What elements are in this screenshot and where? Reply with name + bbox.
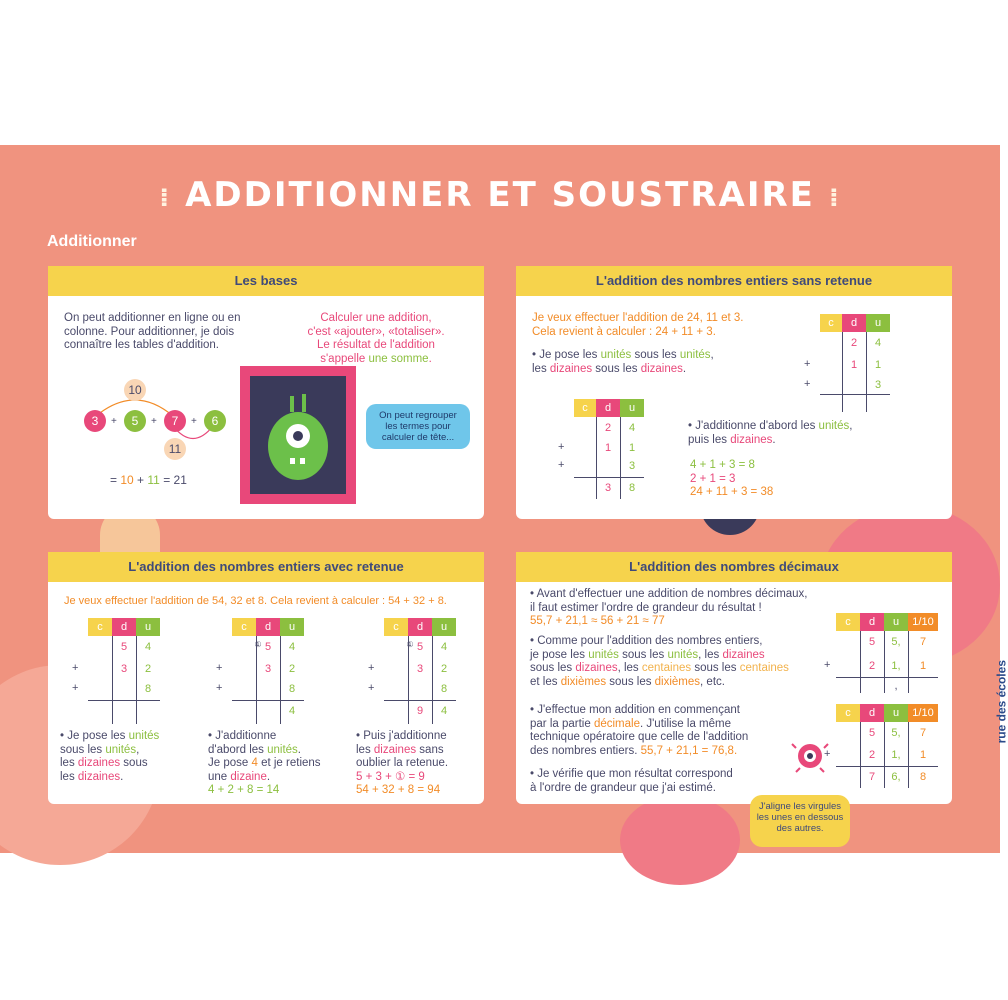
table-cell: 2 <box>288 663 296 675</box>
plus-sign: + <box>824 748 831 760</box>
header-c: c <box>574 399 596 417</box>
table-cell: 4 <box>288 641 296 653</box>
table-cell: 8 <box>628 482 636 494</box>
table-cell: 4 <box>628 422 636 434</box>
table-cell: 1, <box>891 660 901 672</box>
panel-heading: L'addition des nombres entiers sans retenue <box>516 266 952 296</box>
step-dizaines: • Puis j'additionne les dizaines sans oublier la retenue. 5 + 3 + ① = 9 54 + 32 + 8 = 94 <box>356 730 449 796</box>
table-line <box>232 700 304 701</box>
table-cell: 5 <box>264 641 272 653</box>
panel-sans-retenue <box>516 266 952 519</box>
table-cell: 1 <box>628 442 636 454</box>
plus-sign: + <box>216 682 223 694</box>
calculation-steps: 4 + 1 + 3 = 8 2 + 1 = 3 24 + 11 + 3 = 38 <box>690 459 774 498</box>
section-label: Additionner <box>47 233 137 250</box>
speech-bubble: On peut regrouper les termes pour calculer de tête... <box>366 404 470 449</box>
column-header: d <box>112 618 136 636</box>
term-7: 7 <box>164 410 186 432</box>
column-header: u <box>136 618 160 636</box>
table-cell: 8 <box>288 683 296 695</box>
bullet-estimer: • Avant d'effectuer une addition de nombres décimaux, il faut estimer l'ordre de grandeur du résultat ! 55,7 + 21,1 ≈ 56 + 21 ≈ 77 <box>530 588 808 627</box>
column-header: u <box>280 618 304 636</box>
term-6: 6 <box>204 410 226 432</box>
plus-sign: + <box>804 358 811 370</box>
sum-bubble-top: 10 <box>124 379 146 401</box>
header-u: u <box>866 314 890 332</box>
monster-illustration <box>240 366 356 504</box>
table-cell: 3 <box>628 460 636 472</box>
step-pose: • Je pose les unités sous les unités, les dizaines sous les dizaines. <box>60 730 160 783</box>
table-cell: 1, <box>891 749 901 761</box>
plus-sign: + <box>72 662 79 674</box>
table-line <box>574 477 644 478</box>
table-cell: 7 <box>868 771 876 783</box>
table-cell: 3 <box>264 663 272 675</box>
table-cell: 9 <box>416 705 424 717</box>
term-5: 5 <box>124 410 146 432</box>
monster-frame <box>250 376 346 494</box>
table-cell: 4 <box>440 641 448 653</box>
column-header: d <box>860 613 884 631</box>
table-cell: 2 <box>144 663 152 675</box>
table-cell: 5 <box>868 636 876 648</box>
bullet-additionne: • J'additionne d'abord les unités, puis les dizaines. <box>688 420 853 446</box>
table-cell: , <box>894 680 898 692</box>
bullet-poser: • Comme pour l'addition des nombres entiers, je pose les unités sous les unités, les dizaines sous les dizaines, les centaines sous les centaines et les dixièmes sous les dixièmes, etc. <box>530 635 789 688</box>
table-cell: 4 <box>874 337 882 349</box>
plus-sign: + <box>824 659 831 671</box>
intro-text: Je veux effectuer l'addition de 54, 32 et 8. Cela revient à calculer : 54 + 32 + 8. <box>64 595 447 607</box>
column-header: c <box>384 618 408 636</box>
plus-sign: + <box>804 378 811 390</box>
panel-heading: L'addition des nombres entiers avec retenue <box>48 552 484 582</box>
column-header: d <box>408 618 432 636</box>
table-cell: 1 <box>874 359 882 371</box>
column-header: c <box>88 618 112 636</box>
panel-avec-retenue <box>48 552 484 804</box>
bullet-pose: • Je pose les unités sous les unités, les dizaines sous les dizaines. <box>532 349 714 375</box>
table-line <box>836 677 938 678</box>
table-cell: 1 <box>919 660 927 672</box>
table-cell: 6, <box>891 771 901 783</box>
column-header: c <box>836 704 860 722</box>
column-header: 1/10 <box>908 613 938 631</box>
panel-heading: Les bases <box>48 266 484 296</box>
plus-sign: + <box>111 416 117 427</box>
table-cell: 1 <box>604 442 612 454</box>
table-cell: 7 <box>919 727 927 739</box>
header-d: d <box>596 399 620 417</box>
table-line <box>88 700 160 701</box>
table-cell: 2 <box>604 422 612 434</box>
table-cell: 5 <box>868 727 876 739</box>
table-cell: 1 <box>850 359 858 371</box>
panel-decimaux <box>516 552 952 804</box>
step-unites: • J'additionne d'abord les unités. Je pose 4 et je retiens une dizaine. 4 + 2 + 8 = 14 <box>208 730 321 796</box>
carry-mark: ① <box>254 640 262 649</box>
table-cell: 2 <box>868 749 876 761</box>
table-cell: 3 <box>120 663 128 675</box>
table-cell: 5 <box>416 641 424 653</box>
column-header: u <box>884 704 908 722</box>
column-header: u <box>884 613 908 631</box>
plus-sign: + <box>216 662 223 674</box>
plus-sign: + <box>558 459 565 471</box>
column-header: 1/10 <box>908 704 938 722</box>
carry-mark: ① <box>406 640 414 649</box>
column-header: u <box>432 618 456 636</box>
column-header: d <box>256 618 280 636</box>
table-cell: 7 <box>919 636 927 648</box>
plus-sign: + <box>72 682 79 694</box>
table-line <box>384 700 456 701</box>
table-cell: 5, <box>891 636 901 648</box>
decor-blob-bottom <box>620 795 740 885</box>
panel-bases <box>48 266 484 519</box>
table-cell: 2 <box>440 663 448 675</box>
table-cell: 3 <box>874 379 882 391</box>
table-cell: 2 <box>868 660 876 672</box>
panel-heading: L'addition des nombres décimaux <box>516 552 952 582</box>
bullet-effectuer: • J'effectue mon addition en commençant par la partie décimale. J'utilise la même technique opératoire que celle de l'addition des nombres entiers. 55,7 + 21,1 = 76,8. <box>530 704 749 757</box>
table-cell: 4 <box>288 705 296 717</box>
monster-small-icon <box>790 738 830 774</box>
term-3: 3 <box>84 410 106 432</box>
header-c: c <box>820 314 842 332</box>
table-cell: 4 <box>440 705 448 717</box>
plus-sign: + <box>558 441 565 453</box>
table-cell: 1 <box>919 749 927 761</box>
column-header: c <box>836 613 860 631</box>
grouped-result: = 10 + 11 = 21 <box>110 473 187 487</box>
tip-bubble: J'aligne les virgules les unes en dessous des autres. <box>750 795 850 847</box>
header-u: u <box>620 399 644 417</box>
table-cell: 5 <box>120 641 128 653</box>
definition-text: Calculer une addition, c'est «ajouter», «totaliser». Le résultat de l'addition s'appelle une somme. <box>307 312 445 365</box>
plus-sign: + <box>191 416 197 427</box>
table-cell: 8 <box>440 683 448 695</box>
poster <box>0 145 1000 853</box>
table-cell: 3 <box>604 482 612 494</box>
header-d: d <box>842 314 866 332</box>
plus-sign: + <box>151 416 157 427</box>
sum-bubble-bottom: 11 <box>164 438 186 460</box>
brand-label: rue des écoles <box>994 660 1008 744</box>
sparkle-icon: ⁞ <box>828 183 841 213</box>
intro-text: On peut additionner en ligne ou en colonne. Pour additionner, je dois connaître les tables d'addition. <box>64 312 241 351</box>
plus-sign: + <box>368 682 375 694</box>
sparkle-icon: ⁞ <box>159 183 172 213</box>
main-title: ⁞ ADDITIONNER ET SOUSTRAIRE ⁞ <box>159 175 841 215</box>
table-cell: 4 <box>144 641 152 653</box>
plus-sign: + <box>368 662 375 674</box>
table-cell: 8 <box>919 771 927 783</box>
table-line <box>836 766 938 767</box>
intro-text: Je veux effectuer l'addition de 24, 11 et 3. Cela revient à calculer : 24 + 11 + 3. <box>532 312 744 338</box>
column-header: d <box>860 704 884 722</box>
bullet-verifier: • Je vérifie que mon résultat correspond à l'ordre de grandeur que j'ai estimé. <box>530 768 733 794</box>
table-cell: 8 <box>144 683 152 695</box>
table-line <box>820 394 890 395</box>
monster-icon <box>250 376 346 494</box>
table-cell: 2 <box>850 337 858 349</box>
table-cell: 3 <box>416 663 424 675</box>
column-header: c <box>232 618 256 636</box>
table-cell: 5, <box>891 727 901 739</box>
